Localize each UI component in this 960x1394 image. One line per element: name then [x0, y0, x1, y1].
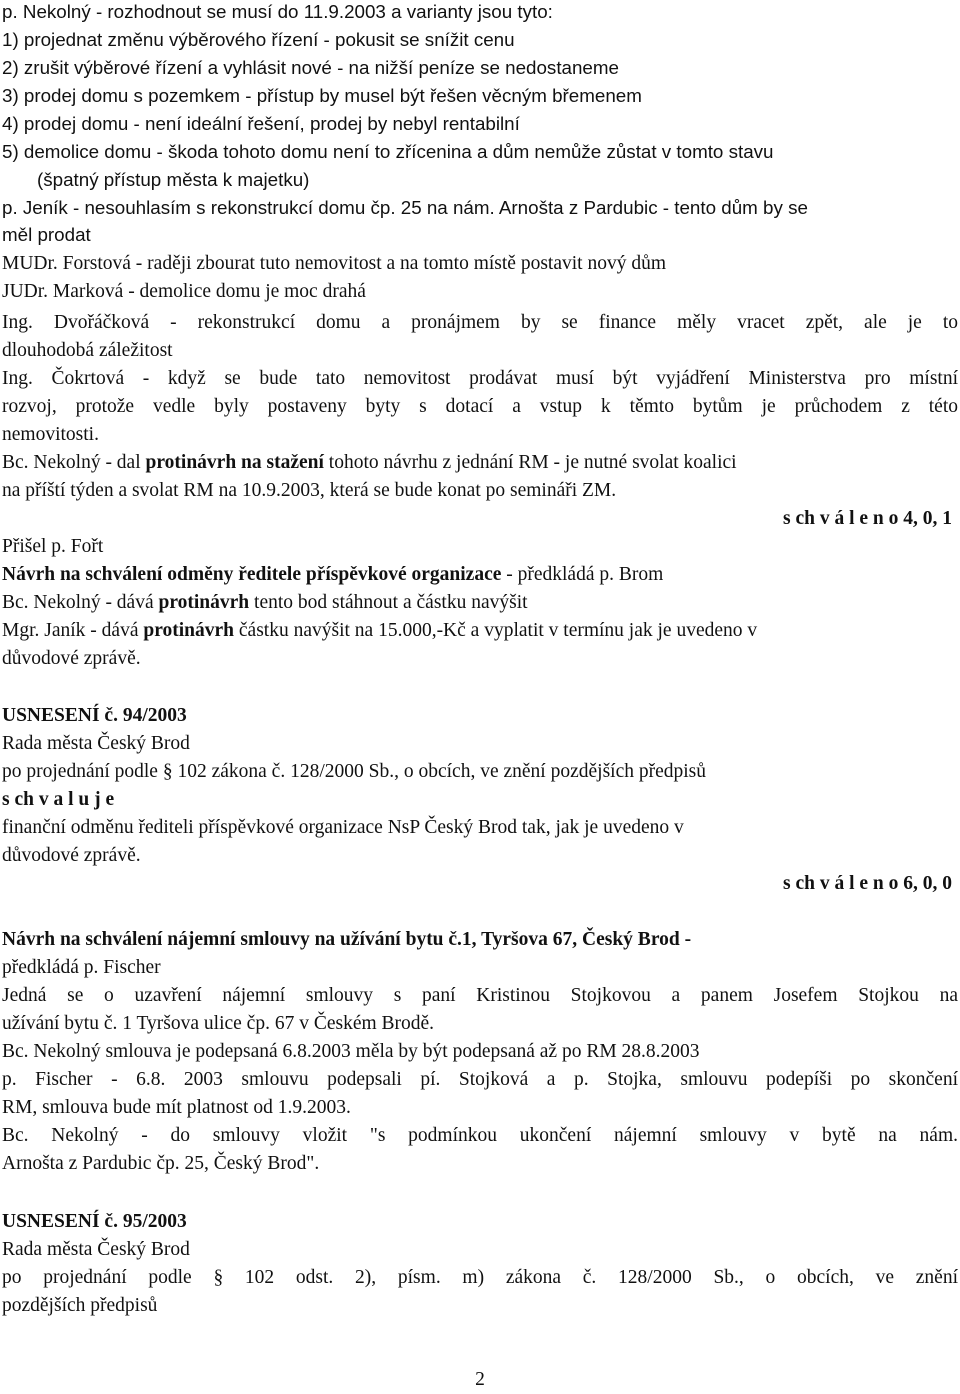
heading-text: Návrh na schválení odměny ředitele příspěvkové organizace — [2, 564, 502, 585]
vote-result: s ch v á l e n o 4, 0, 1 — [782, 508, 952, 529]
text-line: Rada města Český Brod — [2, 733, 190, 754]
text-line: měl prodat — [2, 224, 91, 245]
list-item-continuation: (špatný přístup města k majetku) — [37, 169, 310, 190]
text-line — [2, 1264, 958, 1292]
text-line: p. Fischer - 6.8. 2003 smlouvu podepsali pí. Stojková a p. Stojka, smlouvu podepíši po skončení — [2, 1069, 958, 1090]
vote-result: s ch v á l e n o 6, 0, 0 — [782, 873, 952, 894]
section-sign: § — [162, 761, 173, 782]
text-line: důvodové zprávě. — [2, 845, 141, 866]
text-segment: po projednání podle — [2, 761, 163, 782]
text-line — [2, 758, 958, 786]
text-segment: částku navýšit na 15.000,-Kč a vyplatit v termínu jak je uvedeno v — [234, 620, 758, 641]
text-line: na příští týden a svolat RM na 10.9.2003, která se bude konat po semináři ZM. — [2, 480, 617, 501]
speaker-text: Bc. Nekolný - dal — [2, 452, 146, 473]
resolution-verb: s ch v a l u j e — [2, 789, 115, 810]
text-segment: 102 odst. 2), písm. m) zákona č. 128/2000 Sb., o obcích, ve znění — [223, 1267, 958, 1288]
text-line — [2, 589, 958, 617]
list-item: 1) projednat změnu výběrového řízení - pokusit se snížit cenu — [2, 29, 515, 50]
text-line: Ing. Dvořáčková - rekonstrukcí domu a pronájmem by se finance měly vracet zpět, ale je to — [2, 312, 958, 333]
text-segment: tohoto návrhu z jednání RM - je nutné svolat koalici — [323, 452, 737, 473]
text-line: rozvoj, protože vedle byly postaveny byty s dotací a vstup k těmto bytům je průchodem z této — [2, 396, 958, 417]
text-line: Rada města Český Brod — [2, 1239, 190, 1260]
counter-proposal-text: protinávrh na stažení — [145, 452, 324, 473]
text-line: Jedná se o uzavření nájemní smlouvy s paní Kristinou Stojkovou a panem Josefem Stojkou na — [2, 985, 958, 1006]
text-line: Arnošta z Pardubic čp. 25, Český Brod". — [2, 1153, 320, 1174]
counter-proposal-text: protinávrh — [143, 620, 235, 641]
heading-presenter: - předkládá p. Brom — [501, 564, 664, 585]
text-segment: 102 zákona č. 128/2000 Sb., o obcích, ve znění pozdějších předpisů — [172, 761, 707, 782]
text-line: pozdějších předpisů — [2, 1295, 158, 1316]
text-line: MUDr. Forstová - raději zbourat tuto nemovitost a na tomto místě postavit nový dům — [2, 253, 666, 274]
section-sign: § — [213, 1267, 224, 1288]
agenda-item-heading — [2, 561, 958, 589]
text-line: Přišel p. Fořt — [2, 536, 104, 557]
text-line: Bc. Nekolný smlouva je podepsaná 6.8.2003 měla by být podepsaná až po RM 28.8.2003 — [2, 1041, 700, 1062]
text-segment: tento bod stáhnout a částku navýšit — [249, 592, 528, 613]
text-line: JUDr. Marková - demolice domu je moc drahá — [2, 281, 366, 302]
resolution-title: USNESENÍ č. 95/2003 — [2, 1211, 187, 1232]
text-line — [2, 617, 958, 645]
text-line: předkládá p. Fischer — [2, 957, 161, 978]
resolution-title: USNESENÍ č. 94/2003 — [2, 705, 187, 726]
agenda-item-heading: Návrh na schválení nájemní smlouvy na užívání bytu č.1, Tyršova 67, Český Brod - — [2, 929, 692, 950]
text-line: nemovitosti. — [2, 424, 99, 445]
list-item: 2) zrušit výběrové řízení a vyhlásit nové - na nižší peníze se nedostaneme — [2, 57, 619, 78]
text-line: p. Jeník - nesouhlasím s rekonstrukcí domu čp. 25 na nám. Arnošta z Pardubic - tento dům by se — [2, 197, 808, 218]
counter-proposal-text: protinávrh — [158, 592, 250, 613]
text-line: p. Nekolný - rozhodnout se musí do 11.9.2003 a varianty jsou tyto: — [2, 1, 553, 22]
text-line — [2, 449, 958, 477]
list-item: 4) prodej domu - není ideální řešení, prodej by nebyl rentabilní — [2, 113, 520, 134]
page-number: 2 — [475, 1369, 485, 1390]
text-segment: po projednání podle — [2, 1267, 214, 1288]
text-line: finanční odměnu řediteli příspěvkové organizace NsP Český Brod tak, jak je uvedeno v — [2, 817, 684, 838]
text-line: Bc. Nekolný - do smlouvy vložit "s podmínkou ukončení nájemní smlouvy v bytě na nám. — [2, 1125, 958, 1146]
list-item: 5) demolice domu - škoda tohoto domu není to zřícenina a dům nemůže zůstat v tomto stavu — [2, 141, 774, 162]
speaker-text: Mgr. Janík - dává — [2, 620, 144, 641]
list-item: 3) prodej domu s pozemkem - přístup by musel být řešen věcným břemenem — [2, 85, 642, 106]
text-line: dlouhodobá záležitost — [2, 340, 173, 361]
speaker-text: Bc. Nekolný - dává — [2, 592, 159, 613]
text-line: důvodové zprávě. — [2, 648, 141, 669]
text-line: užívání bytu č. 1 Tyršova ulice čp. 67 v Českém Brodě. — [2, 1013, 435, 1034]
text-line: Ing. Čokrtová - když se bude tato nemovitost prodávat musí být vyjádření Ministerstva pro místní — [2, 368, 958, 389]
text-line: RM, smlouva bude mít platnost od 1.9.2003. — [2, 1097, 351, 1118]
